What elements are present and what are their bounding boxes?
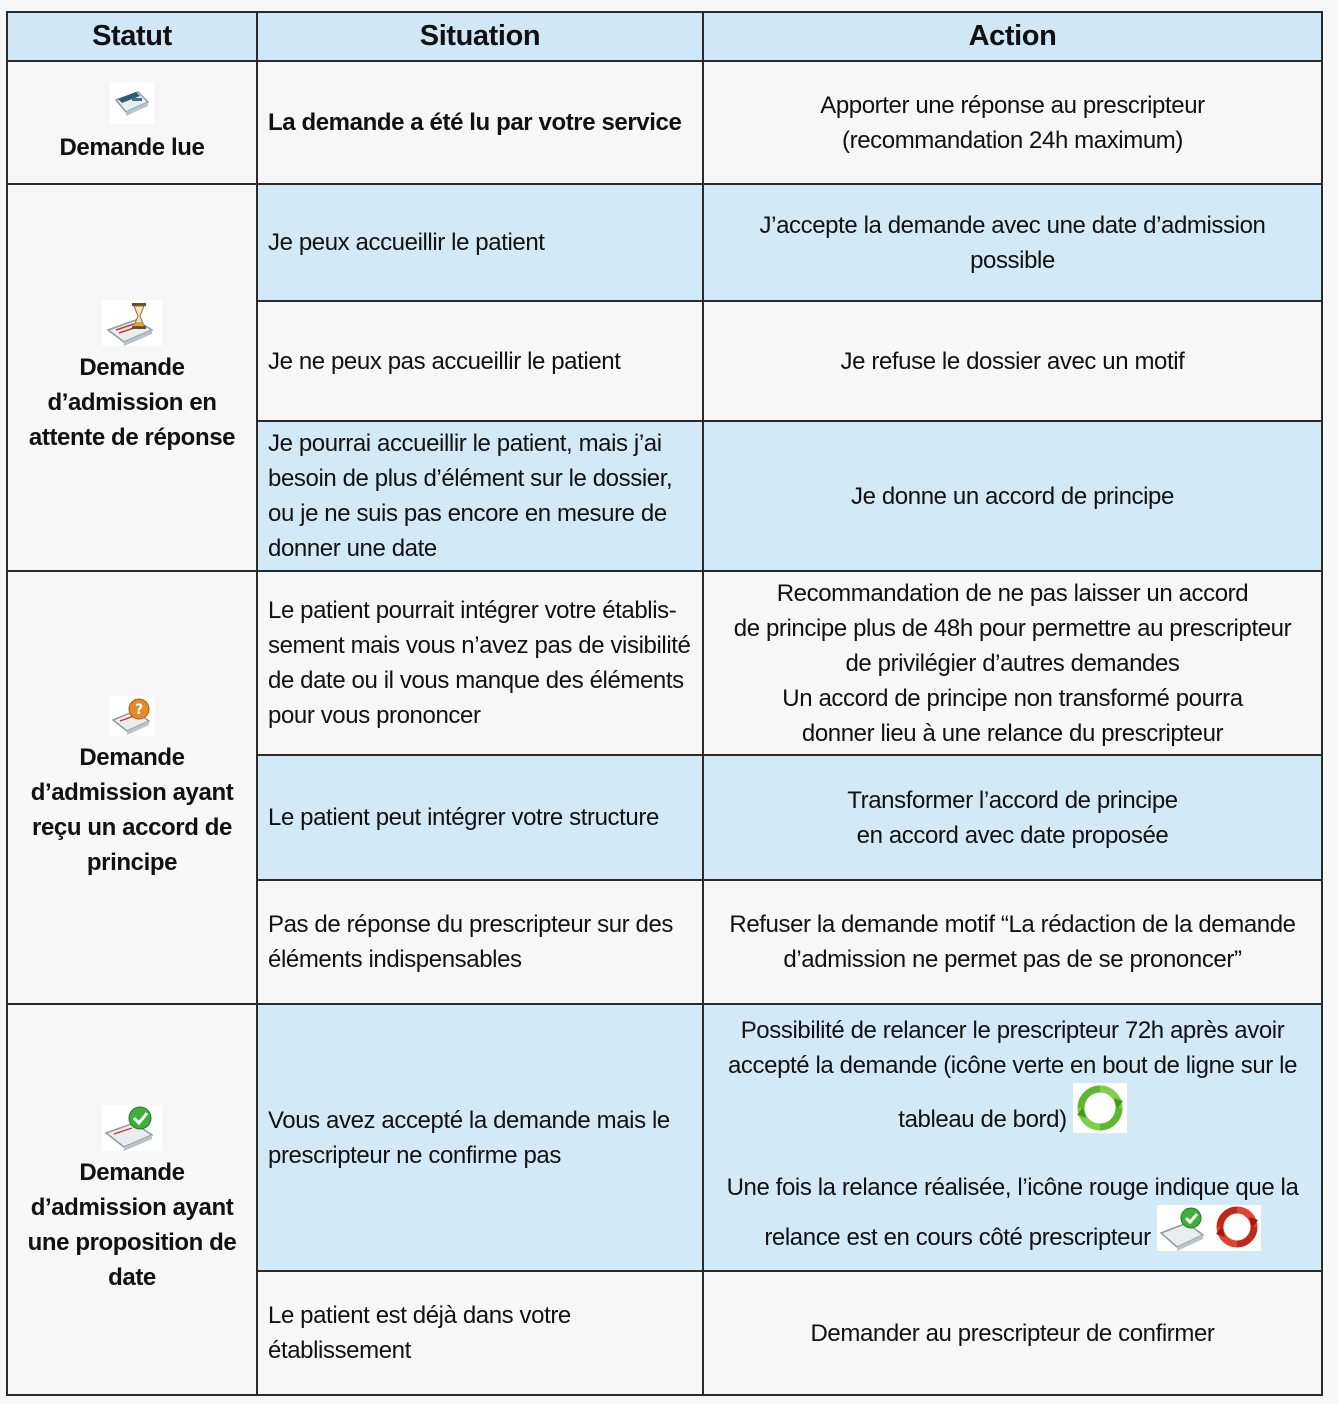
action-cell: Apporter une réponse au prescripteur (recommandation 24h maximum) bbox=[703, 61, 1322, 184]
status-proposition-date: Demande d’admission ayant une proposition de date bbox=[7, 1004, 257, 1395]
header-status: Statut bbox=[7, 12, 257, 61]
action-cell: Je donne un accord de principe bbox=[703, 421, 1322, 571]
action-cell: Transformer l’accord de principe en accord avec date proposée bbox=[703, 755, 1322, 880]
situation-cell: Le patient est déjà dans votre établissement bbox=[257, 1271, 703, 1395]
action-cell: Possibilité de relancer le prescripteur 72h après avoir accepté la demande (icône verte en bout de ligne sur le tableau de bord) Une fois la relance réalisée, l’icône rouge indique que la relance est en cours côté prescripteur bbox=[703, 1004, 1322, 1271]
svg-text:?: ? bbox=[135, 701, 143, 718]
situation-cell: Le patient pourrait intégrer votre établis- sement mais vous n’avez pas de visibilité de date ou il vous manque des éléments pour vous prononcer bbox=[257, 571, 703, 755]
action-cell: Je refuse le dossier avec un motif bbox=[703, 301, 1322, 421]
status-attente-reponse: Demande d’admission en attente de réponse bbox=[7, 184, 257, 571]
status-demande-lue bbox=[7, 61, 257, 184]
situation-cell: Je ne peux pas accueillir le patient bbox=[257, 301, 703, 421]
situation-cell: Je peux accueillir le patient bbox=[257, 184, 703, 301]
green-refresh-icon bbox=[1073, 1083, 1127, 1133]
situation-cell: Le patient peut intégrer votre structure bbox=[257, 755, 703, 880]
checked-document-icon bbox=[102, 1105, 162, 1151]
red-refresh-icon bbox=[1213, 1205, 1261, 1251]
header-action: Action bbox=[703, 12, 1322, 61]
action-cell: J’accepte la demande avec une date d’admission possible bbox=[703, 184, 1322, 301]
action-cell: Recommandation de ne pas laisser un accord de principe plus de 48h pour permettre au prescripteur de privilégier d’autres demandes Un accord de principe non transformé pourra donner lieu à une relance du prescripteur bbox=[703, 571, 1322, 755]
checked-document-icon bbox=[1157, 1205, 1213, 1251]
situation-cell: Pas de réponse du prescripteur sur des éléments indispensables bbox=[257, 880, 703, 1004]
question-document-icon bbox=[109, 696, 155, 736]
status-accord-principe: ? Demande d’admission ayant reçu un accord de principe bbox=[7, 571, 257, 1004]
situation-cell: Je pourrai accueillir le patient, mais j’ai besoin de plus d’élément sur le dossier, ou je ne suis pas encore en mesure de donner une date bbox=[257, 421, 703, 571]
status-label: Demande lue bbox=[59, 134, 205, 161]
action-cell: Demander au prescripteur de confirmer bbox=[703, 1271, 1322, 1395]
status-table bbox=[6, 11, 1323, 1396]
read-document-icon bbox=[108, 80, 156, 126]
action-cell: Refuser la demande motif “La rédaction de la demande d’admission ne permet pas de se prononcer” bbox=[703, 880, 1322, 1004]
header-situation: Situation bbox=[257, 12, 703, 61]
hourglass-document-icon bbox=[102, 300, 162, 346]
situation-cell: La demande a été lu par votre service bbox=[257, 61, 703, 184]
situation-cell: Vous avez accepté la demande mais le prescripteur ne confirme pas bbox=[257, 1004, 703, 1271]
